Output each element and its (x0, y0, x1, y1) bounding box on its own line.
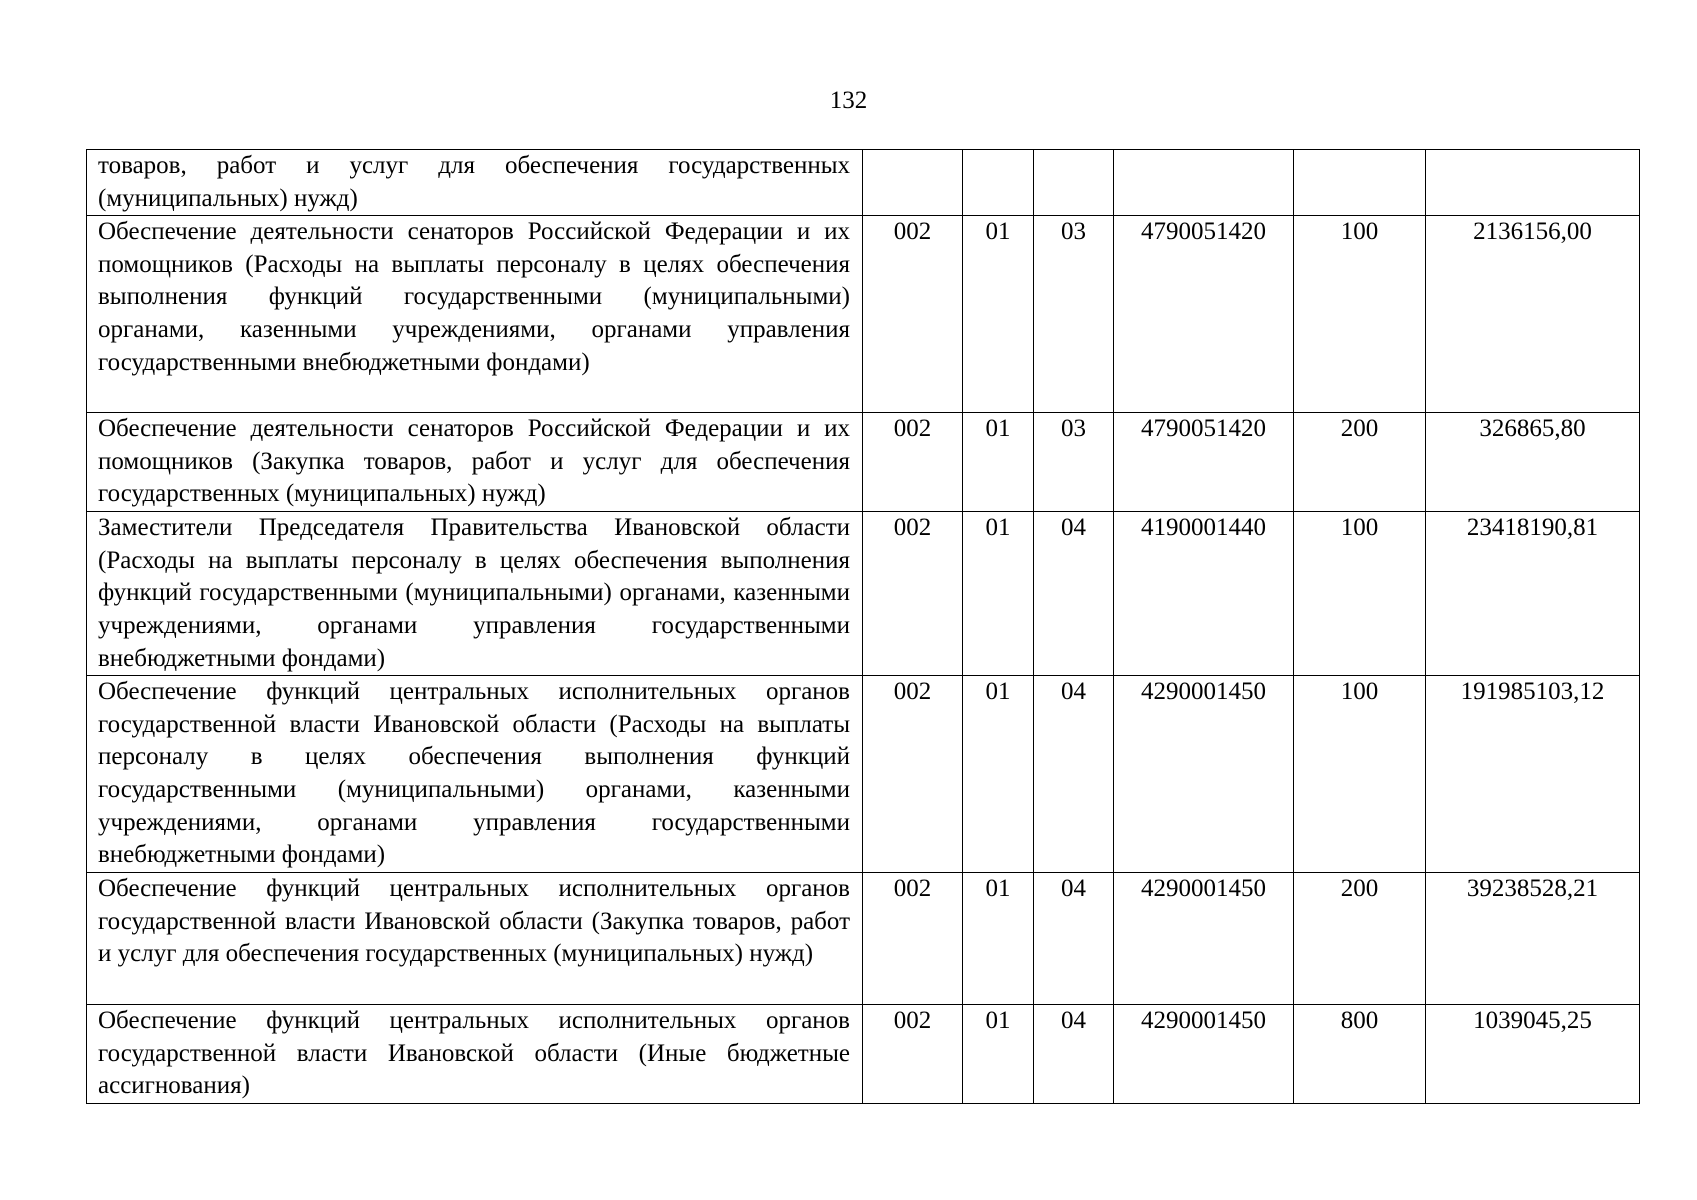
subsection-code: 04 (1034, 873, 1114, 1005)
ministry-code (863, 150, 963, 216)
target-article-code: 4290001450 (1114, 873, 1294, 1005)
ministry-code: 002 (863, 873, 963, 1005)
target-article-code: 4790051420 (1114, 413, 1294, 512)
table-row (87, 1005, 1640, 1104)
target-article-code: 4290001450 (1114, 1005, 1294, 1104)
subsection-code: 04 (1034, 676, 1114, 873)
amount: 326865,80 (1426, 413, 1640, 512)
ministry-code: 002 (863, 1005, 963, 1104)
ministry-code: 002 (863, 676, 963, 873)
target-article-code: 4290001450 (1114, 676, 1294, 873)
ministry-code: 002 (863, 413, 963, 512)
subsection-code (1034, 150, 1114, 216)
table-row (87, 873, 1640, 1005)
expense-type-code: 800 (1294, 1005, 1426, 1104)
section-code: 01 (963, 216, 1034, 413)
amount: 39238528,21 (1426, 873, 1640, 1005)
section-code: 01 (963, 1005, 1034, 1104)
subsection-code: 03 (1034, 216, 1114, 413)
expense-type-code: 100 (1294, 512, 1426, 676)
amount: 23418190,81 (1426, 512, 1640, 676)
row-description: Обеспечение деятельности сенаторов Российской Федерации и их помощников (Расходы на выплаты персоналу в целях обеспечения выполнения функций государственными (муниципальными) органами, казенными учреждениями, органами управления государственными внебюджетными фондами) (87, 216, 863, 413)
row-description: Обеспечение функций центральных исполнительных органов государственной власти Ивановской области (Закупка товаров, работ и услуг для обеспечения государственных (муниципальных) нужд) (87, 873, 863, 1005)
subsection-code: 04 (1034, 1005, 1114, 1104)
table-row (87, 413, 1640, 512)
target-article-code: 4190001440 (1114, 512, 1294, 676)
row-description: товаров, работ и услуг для обеспечения государственных (муниципальных) нужд) (87, 150, 863, 216)
row-description: Обеспечение деятельности сенаторов Российской Федерации и их помощников (Закупка товаров, работ и услуг для обеспечения государственных (муниципальных) нужд) (87, 413, 863, 512)
amount: 191985103,12 (1426, 676, 1640, 873)
ministry-code: 002 (863, 216, 963, 413)
amount: 1039045,25 (1426, 1005, 1640, 1104)
row-description: Обеспечение функций центральных исполнительных органов государственной власти Ивановской области (Иные бюджетные ассигнования) (87, 1005, 863, 1104)
table-row (87, 676, 1640, 873)
amount: 2136156,00 (1426, 216, 1640, 413)
ministry-code: 002 (863, 512, 963, 676)
table-row (87, 150, 1640, 216)
section-code: 01 (963, 512, 1034, 676)
section-code: 01 (963, 873, 1034, 1005)
table-row (87, 216, 1640, 413)
expense-type-code: 100 (1294, 676, 1426, 873)
amount (1426, 150, 1640, 216)
expense-type-code: 200 (1294, 873, 1426, 1005)
target-article-code: 4790051420 (1114, 216, 1294, 413)
row-description: Обеспечение функций центральных исполнительных органов государственной власти Ивановской области (Расходы на выплаты персоналу в целях обеспечения выполнения функций государственными (муниципальными) органами, казенными учреждениями, органами управления государственными внебюджетными фондами) (87, 676, 863, 873)
section-code (963, 150, 1034, 216)
expense-type-code (1294, 150, 1426, 216)
subsection-code: 03 (1034, 413, 1114, 512)
page-number: 132 (829, 87, 868, 114)
target-article-code (1114, 150, 1294, 216)
budget-table (86, 149, 1640, 1104)
subsection-code: 04 (1034, 512, 1114, 676)
expense-type-code: 200 (1294, 413, 1426, 512)
section-code: 01 (963, 676, 1034, 873)
table-row (87, 512, 1640, 676)
expense-type-code: 100 (1294, 216, 1426, 413)
section-code: 01 (963, 413, 1034, 512)
row-description: Заместители Председателя Правительства Ивановской области (Расходы на выплаты персоналу в целях обеспечения выполнения функций государственными (муниципальными) органами, казенными учреждениями, органами управления государственными внебюджетными фондами) (87, 512, 863, 676)
